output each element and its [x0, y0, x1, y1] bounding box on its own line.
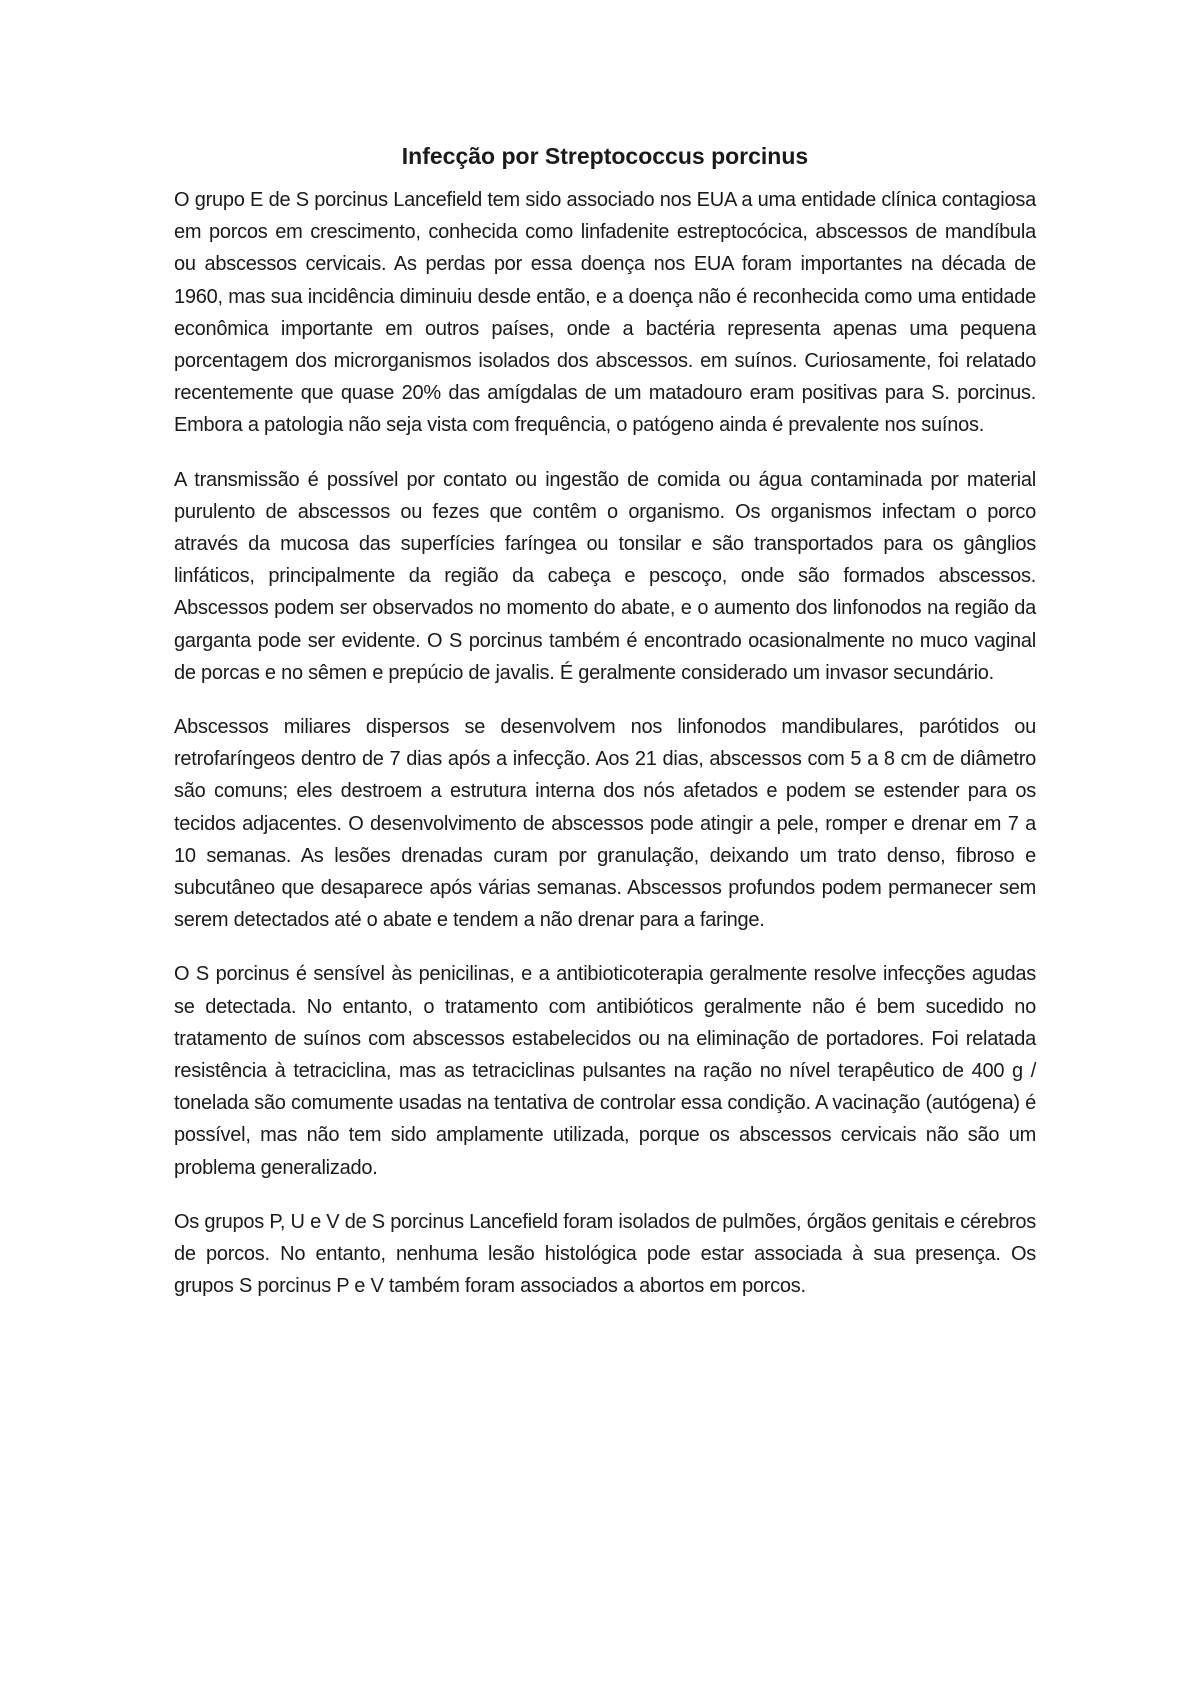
paragraph-2: A transmissão é possível por contato ou ingestão de comida ou água contaminada por material purulento de abscessos ou fezes que contêm o organismo. Os organismos infectam o porco através da mucosa das superfícies faríngea ou tonsilar e são transportados para os gânglios linfáticos, principalmente da região da cabeça e pescoço, onde são formados abscessos. Abscessos podem ser observados no momento do abate, e o aumento dos linfonodos na região da garganta pode ser evidente. O S porcinus também é encontrado ocasionalmente no muco vaginal de porcas e no sêmen e prepúcio de javalis. É geralmente considerado um invasor secundário. — [174, 468, 1036, 684]
document-title: Infecção por Streptococcus porcinus — [401, 143, 809, 169]
paragraph-3: Abscessos miliares dispersos se desenvolvem nos linfonodos mandibulares, parótidos ou retrofaríngeos dentro de 7 dias após a infecção. Aos 21 dias, abscessos com 5 a 8 cm de diâmetro são comuns; eles destroem a estrutura interna dos nós afetados e podem se estender para os tecidos adjacentes. O desenvolvimento de abscessos pode atingir a pele, romper e drenar em 7 a 10 semanas. As lesões drenadas curam por granulação, deixando um trato denso, fibroso e subcutâneo que desaparece após várias semanas. Abscessos profundos podem permanecer sem serem detectados até o abate e tendem a não drenar para a faringe. — [174, 716, 1036, 932]
paragraph-4: O S porcinus é sensível às penicilinas, e a antibioticoterapia geralmente resolve infecções agudas se detectada. No entanto, o tratamento com antibióticos geralmente não é bem sucedido no tratamento de suínos com abscessos estabelecidos ou na eliminação de portadores. Foi relatada resistência à tetraciclina, mas as tetraciclinas pulsantes na ração no nível terapêutico de 400 g / tonelada são comumente usadas na tentativa de controlar essa condição. A vacinação (autógena) é possível, mas não tem sido amplamente utilizada, porque os abscessos cervicais não são um problema generalizado. — [174, 963, 1036, 1179]
paragraph-5: Os grupos P, U e V de S porcinus Lancefield foram isolados de pulmões, órgãos genitais e cérebros de porcos. No entanto, nenhuma lesão histológica pode estar associada à sua presença. Os grupos S porcinus P e V também foram associados a abortos em porcos. — [174, 1210, 1036, 1298]
paragraph-1: O grupo E de S porcinus Lancefield tem sido associado nos EUA a uma entidade clínica contagiosa em porcos em crescimento, conhecida como linfadenite estreptocócica, abscessos de mandíbula ou abscessos cervicais. As perdas por essa doença nos EUA foram importantes na década de 1960, mas sua incidência diminuiu desde então, e a doença não é reconhecida como uma entidade econômica importante em outros países, onde a bactéria representa apenas uma pequena porcentagem dos microrganismos isolados dos abscessos. em suínos. Curiosamente, foi relatado recentemente que quase 20% das amígdalas de um matadouro eram positivas para S. porcinus. Embora a patologia não seja vista com frequência, o patógeno ainda é prevalente nos suínos. — [174, 189, 1036, 437]
document-page — [174, 140, 1036, 1325]
